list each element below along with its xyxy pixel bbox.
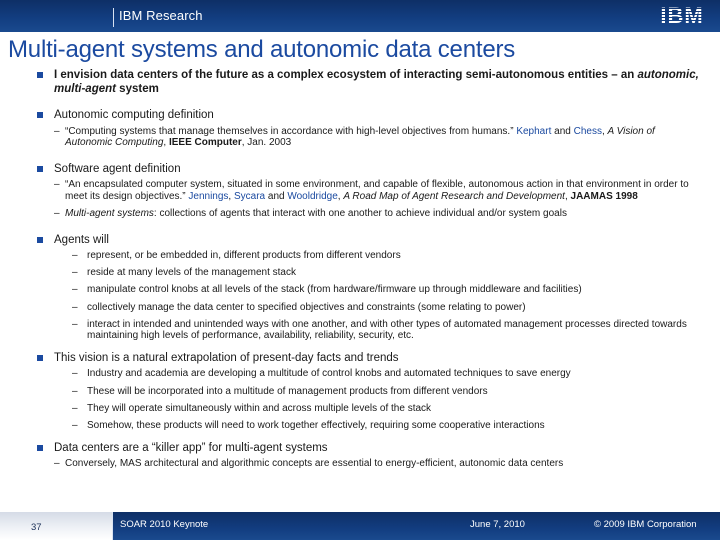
list-item: – Somehow, these products will need to work together effectively, requiring some cooperative interactions [72,420,545,431]
author-link-kephart[interactable]: Kephart [516,125,552,137]
list-item: – reside at many levels of the management stack [72,267,296,279]
sub-mas-essential: – Conversely, MAS architectural and algorithmic concepts are essential to energy-efficient, autonomic data centers [54,458,564,470]
section-agents-will [34,234,704,342]
list-item: – represent, or be embedded in, different products from different vendors [72,250,401,261]
bullet-vision: I envision data centers of the future as a complex ecosystem of interacting semi-autonomous entities – an autonomic, multi-agent system [34,69,704,96]
bullet-square-icon [37,355,43,361]
section-agent [34,163,704,220]
list-item: – interact in intended and unintended ways with one another, and with other types of automated management processes directed towards maintaining high levels of performance, availability, reliability, security, etc. [72,318,687,342]
footer-date: June 7, 2010 [470,519,525,530]
author-link-jennings[interactable]: Jennings [188,190,229,202]
bullet-autonomic-definition: Autonomic computing definition [34,109,704,123]
list-item: – manipulate control knobs at all levels of the stack (from hardware/firmware up through middleware and facilities) [72,284,582,296]
bullet-square-icon [37,112,43,118]
header-bar [0,0,720,32]
section-killer-app [34,442,704,470]
sub-mas-definition: – Multi-agent systems: collections of agents that interact with one another to achieve individual and/or system goals [54,208,567,219]
bullet-square-icon [37,72,43,78]
section-vision-trends [34,352,704,432]
footer-divider [112,512,113,540]
slide-body [34,69,704,484]
bullet-square-icon [37,166,43,172]
bullet-vision-trends: This vision is a natural extrapolation of present-day facts and trends [34,352,704,366]
header-divider [113,8,114,27]
sub-agent-quote: – “An encapsulated computer system, situated in some environment, and capable of flexible, autonomous action in that environment in order to meet its design objectives.” Jennings, Sycara and Wooldridge, A Road Map of Agent Research and Development, JAAMAS 1998 [54,179,689,202]
sub-autonomic-quote: – “Computing systems that manage themselves in accordance with high-level objectives from humans.” Kephart and Chess, A Vision of Autonomic Computing, IEEE Computer, Jan. 2003 [54,125,655,148]
section-autonomic [34,109,704,149]
slide-title: Multi-agent systems and autonomic data centers [8,36,516,63]
author-link-chess[interactable]: Chess [573,125,602,137]
author-link-wooldridge[interactable]: Wooldridge [287,190,338,202]
list-item: – Industry and academia are developing a multitude of control knobs and automated techniques to save energy [72,368,571,380]
list-item: – They will operate simultaneously within and across multiple levels of the stack [72,402,432,414]
org-name: IBM Research [119,8,203,23]
page-number: 37 [31,522,42,533]
list-item: – These will be incorporated into a multitude of management products from different vendors [72,385,488,397]
page-number-box [0,512,112,540]
footer-copyright: © 2009 IBM Corporation [594,519,697,530]
footer-event: SOAR 2010 Keynote [120,519,209,530]
bullet-killer-app: Data centers are a “killer app” for multi-agent systems [34,442,704,456]
bullet-agents-will: Agents will [34,234,704,248]
list-item: – collectively manage the data center to specified objectives and constraints (some relating to power) [72,301,526,313]
bullet-square-icon [37,237,43,243]
svg-text:IBM: IBM [660,3,704,27]
bullet-agent-definition: Software agent definition [34,163,704,177]
ibm-logo-icon [656,3,708,27]
author-link-sycara[interactable]: Sycara [233,190,266,202]
bullet-square-icon [37,445,43,451]
